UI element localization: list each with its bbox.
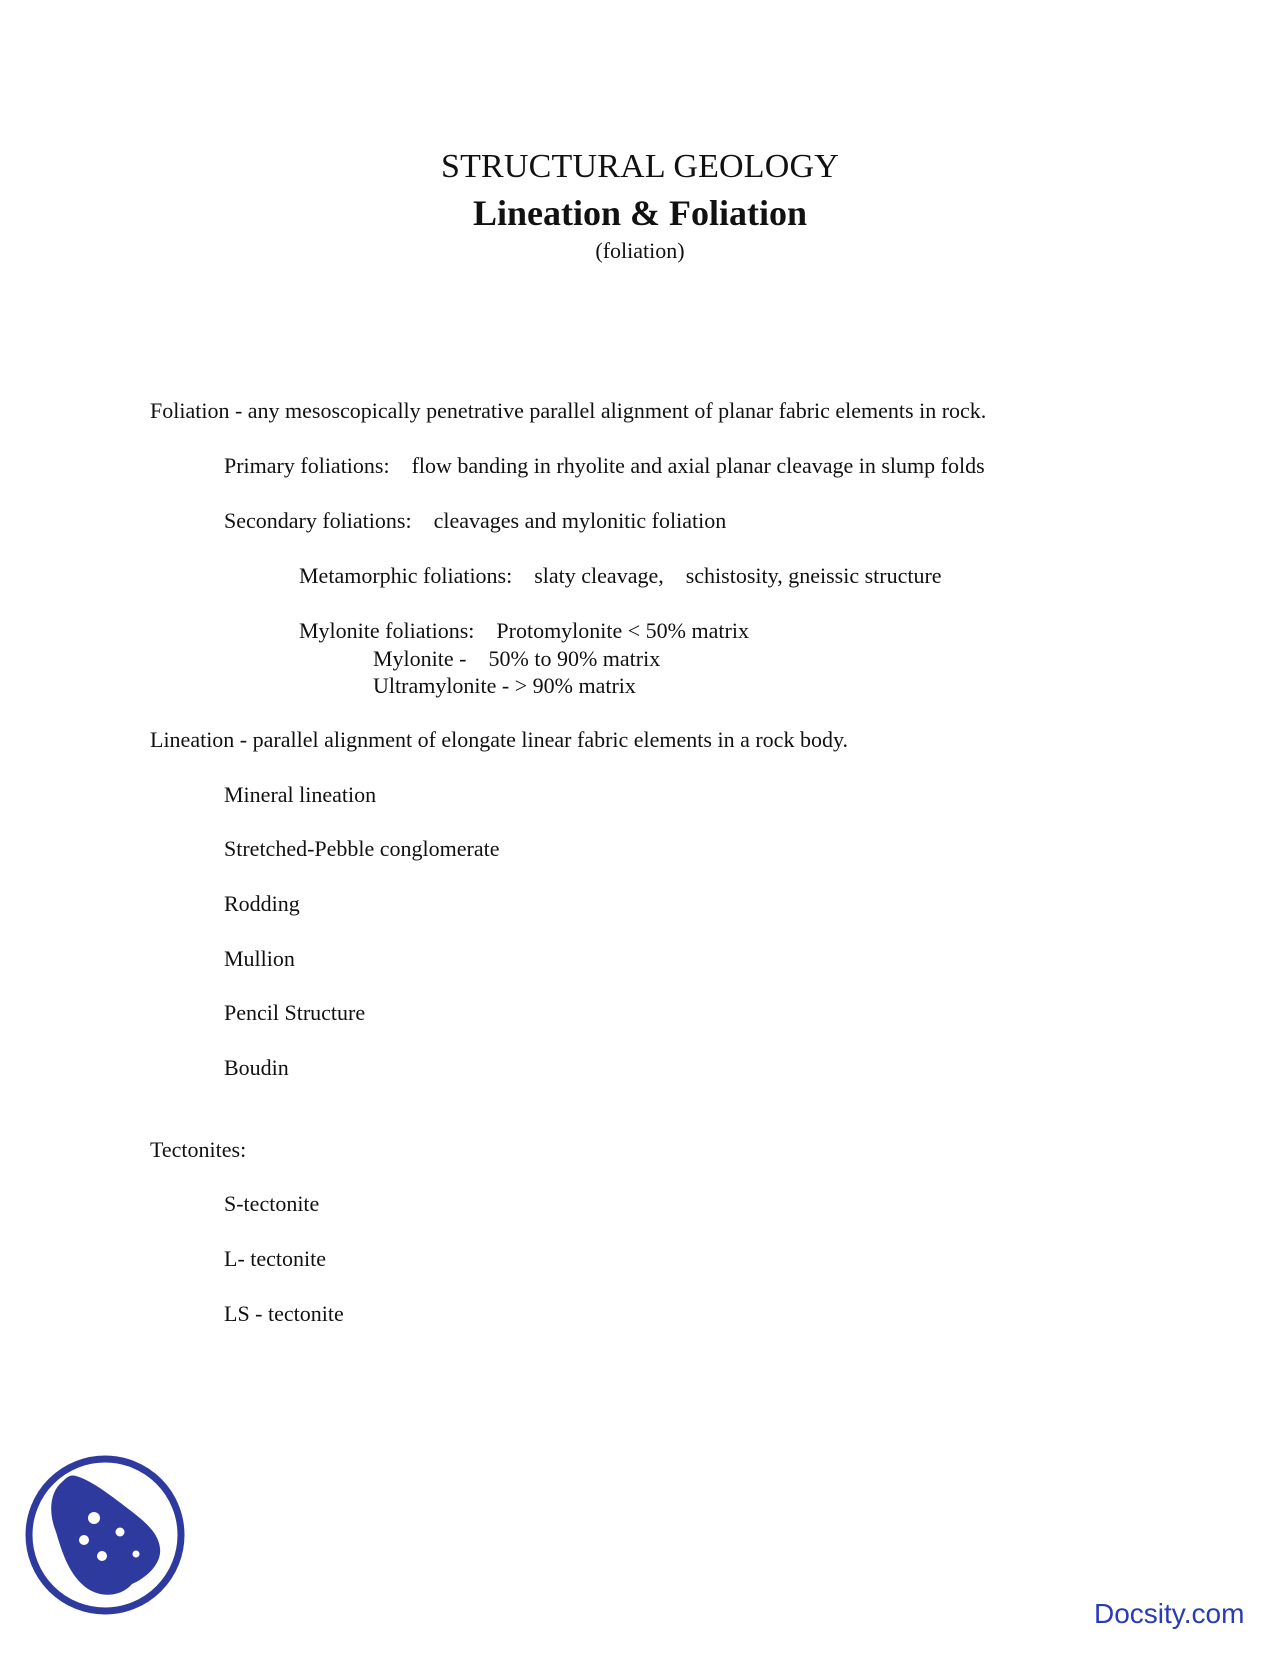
secondary-foliations-text: cleavages and mylonitic foliation (433, 508, 727, 533)
primary-foliations (224, 453, 985, 479)
primary-foliations-label: Primary foliations: (224, 453, 390, 478)
tectonites-heading: Tectonites: (150, 1137, 247, 1162)
metamorphic-foliations-label: Metamorphic foliations: (299, 563, 513, 588)
list-item: Stretched-Pebble conglomerate (224, 836, 500, 861)
metamorphic-foliations-part1: slaty cleavage, (534, 563, 664, 588)
page-subtitle: Lineation & Foliation (472, 193, 808, 233)
metamorphic-foliations-part2: schistosity, gneissic structure (685, 563, 942, 588)
ultramylonite-line: Ultramylonite - > 90% matrix (373, 673, 636, 698)
list-item: Pencil Structure (224, 1000, 366, 1025)
mylonite-line (373, 646, 660, 672)
mylonite-foliations-label: Mylonite foliations: (299, 618, 475, 643)
secondary-foliations (224, 508, 726, 534)
list-item: Rodding (224, 891, 300, 916)
list-item: L- tectonite (224, 1246, 327, 1271)
lineation-definition: Lineation - parallel alignment of elongate linear fabric elements in a rock body. (150, 727, 849, 752)
metamorphic-foliations (299, 563, 942, 589)
mylonite-foliations (299, 618, 749, 644)
primary-foliations-text: flow banding in rhyolite and axial planar cleavage in slump folds (411, 453, 985, 478)
list-item: Mullion (224, 946, 295, 971)
page-title: STRUCTURAL GEOLOGY (440, 148, 840, 185)
foliation-definition: Foliation - any mesoscopically penetrative parallel alignment of planar fabric elements in rock. (150, 398, 987, 423)
list-item: S-tectonite (224, 1191, 320, 1216)
docsity-brand-link[interactable]: Docsity.com (1094, 1598, 1245, 1629)
mylonite-label: Mylonite - (373, 646, 467, 671)
list-item: Boudin (224, 1055, 289, 1080)
list-item: LS - tectonite (224, 1301, 344, 1326)
mylonite-foliations-text: Protomylonite < 50% matrix (496, 618, 749, 643)
section-note: (foliation) (595, 238, 685, 263)
mylonite-text: 50% to 90% matrix (488, 646, 661, 671)
secondary-foliations-label: Secondary foliations: (224, 508, 412, 533)
list-item: Mineral lineation (224, 782, 377, 807)
docsity-logo-icon[interactable] (22, 1452, 188, 1618)
